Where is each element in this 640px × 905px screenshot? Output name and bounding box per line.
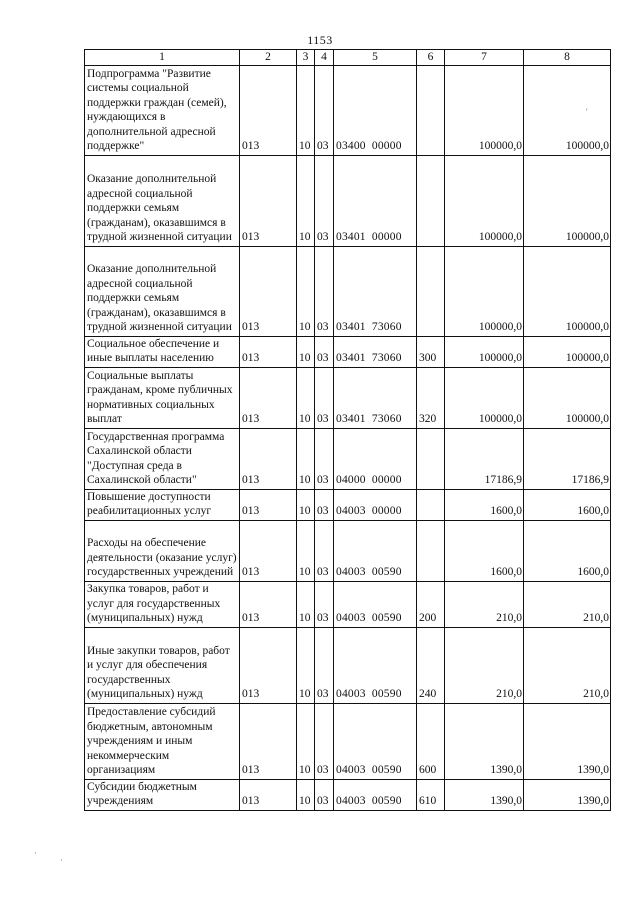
scan-speck: · [60,855,63,865]
cell-type: 300 [417,336,445,367]
cell-section: 10 [297,703,315,779]
cell-sum-2: 17186,9 [524,428,611,489]
cell-sum-2: 1390,0 [524,703,611,779]
table-row [85,581,611,627]
cell-subsection: 03 [315,367,334,428]
cell-subsection: 03 [315,428,334,489]
cell-ministry: 013 [240,428,297,489]
cell-subsection: 03 [315,627,334,703]
cell-target: 04003 00590 [334,703,417,779]
col-header-target: 5 [334,50,417,66]
col-header-sum1: 7 [445,50,524,66]
cell-sum-2: 100000,0 [524,65,611,155]
cell-ministry: 013 [240,520,297,581]
cell-section: 10 [297,581,315,627]
cell-section: 10 [297,336,315,367]
header-row [85,50,611,66]
cell-subsection: 03 [315,246,334,336]
cell-sum-2: 210,0 [524,581,611,627]
cell-type: 600 [417,703,445,779]
table-row [85,246,611,336]
cell-target: 04003 00590 [334,520,417,581]
cell-name: Предоставление субсидий бюджетным, автономным учреждениям и иным некоммерческим организациям [85,703,240,779]
table-row [85,336,611,367]
cell-subsection: 03 [315,520,334,581]
cell-ministry: 013 [240,703,297,779]
cell-target: 04003 00590 [334,779,417,810]
scan-speck: · [34,848,37,858]
table-row [85,155,611,246]
cell-name: Государственная программа Сахалинской области "Доступная среда в Сахалинской области" [85,428,240,489]
cell-sum-2: 100000,0 [524,336,611,367]
cell-subsection: 03 [315,489,334,520]
cell-sum-1: 100000,0 [445,155,524,246]
cell-sum-1: 210,0 [445,627,524,703]
cell-sum-1: 100000,0 [445,65,524,155]
col-header-section: 3 [297,50,315,66]
cell-target: 04000 00000 [334,428,417,489]
cell-sum-2: 1600,0 [524,489,611,520]
cell-ministry: 013 [240,246,297,336]
cell-name: Иные закупки товаров, работ и услуг для обеспечения государственных (муниципальных) нужд [85,627,240,703]
cell-sum-2: 1390,0 [524,779,611,810]
cell-sum-2: 100000,0 [524,367,611,428]
cell-section: 10 [297,155,315,246]
cell-sum-2: 100000,0 [524,155,611,246]
cell-ministry: 013 [240,367,297,428]
table-row [85,489,611,520]
cell-type [417,520,445,581]
col-header-name: 1 [85,50,240,66]
cell-sum-2: 210,0 [524,627,611,703]
cell-name: Социальное обеспечение и иные выплаты населению [85,336,240,367]
cell-subsection: 03 [315,155,334,246]
cell-name: Расходы на обеспечение деятельности (оказание услуг) государственных учреждений [85,520,240,581]
cell-type [417,489,445,520]
cell-section: 10 [297,779,315,810]
cell-section: 10 [297,367,315,428]
cell-type: 320 [417,367,445,428]
cell-target: 04003 00590 [334,627,417,703]
cell-subsection: 03 [315,336,334,367]
cell-name: Оказание дополнительной адресной социальной поддержки семьям (гражданам), оказавшимся в трудной жизненной ситуации [85,246,240,336]
cell-subsection: 03 [315,703,334,779]
cell-sum-1: 17186,9 [445,428,524,489]
page-number: 1153 [307,33,333,47]
table-body [85,50,611,811]
cell-name: Закупка товаров, работ и услуг для государственных (муниципальных) нужд [85,581,240,627]
cell-section: 10 [297,520,315,581]
cell-ministry: 013 [240,779,297,810]
budget-table [84,49,611,811]
cell-section: 10 [297,489,315,520]
cell-target: 03401 73060 [334,336,417,367]
table-row [85,627,611,703]
table-row [85,779,611,810]
table-row [85,367,611,428]
cell-section: 10 [297,65,315,155]
cell-subsection: 03 [315,779,334,810]
cell-ministry: 013 [240,65,297,155]
cell-section: 10 [297,428,315,489]
cell-name: Оказание дополнительной адресной социальной поддержки семьям (гражданам), оказавшимся в трудной жизненной ситуации [85,155,240,246]
col-header-ministry: 2 [240,50,297,66]
cell-type [417,65,445,155]
cell-type [417,155,445,246]
cell-subsection: 03 [315,65,334,155]
cell-target: 03400 00000 [334,65,417,155]
cell-sum-1: 1600,0 [445,489,524,520]
table-row [85,428,611,489]
col-header-sum2: 8 [524,50,611,66]
cell-sum-1: 100000,0 [445,367,524,428]
cell-sum-1: 210,0 [445,581,524,627]
cell-ministry: 013 [240,489,297,520]
cell-name: Подпрограмма "Развитие системы социальной поддержки граждан (семей), нуждающихся в дополнительной адресной поддержке" [85,65,240,155]
cell-sum-2: 1600,0 [524,520,611,581]
col-header-subsection: 4 [315,50,334,66]
cell-type [417,246,445,336]
table-row [85,520,611,581]
cell-type: 610 [417,779,445,810]
cell-sum-2: 100000,0 [524,246,611,336]
cell-target: 04003 00000 [334,489,417,520]
cell-section: 10 [297,627,315,703]
cell-ministry: 013 [240,581,297,627]
cell-type: 200 [417,581,445,627]
cell-target: 04003 00590 [334,581,417,627]
cell-target: 03401 73060 [334,367,417,428]
cell-ministry: 013 [240,627,297,703]
cell-sum-1: 100000,0 [445,336,524,367]
table-row [85,65,611,155]
cell-name: Повышение доступности реабилитационных услуг [85,489,240,520]
cell-sum-1: 1390,0 [445,779,524,810]
cell-sum-1: 1390,0 [445,703,524,779]
cell-type: 240 [417,627,445,703]
cell-name: Субсидии бюджетным учреждениям [85,779,240,810]
cell-subsection: 03 [315,581,334,627]
cell-name: Социальные выплаты гражданам, кроме публичных нормативных социальных выплат [85,367,240,428]
table-row [85,703,611,779]
cell-sum-1: 1600,0 [445,520,524,581]
cell-sum-1: 100000,0 [445,246,524,336]
cell-target: 03401 73060 [334,246,417,336]
cell-ministry: 013 [240,336,297,367]
cell-ministry: 013 [240,155,297,246]
cell-target: 03401 00000 [334,155,417,246]
col-header-type: 6 [417,50,445,66]
cell-section: 10 [297,246,315,336]
cell-type [417,428,445,489]
scan-speck: ' [586,107,588,117]
